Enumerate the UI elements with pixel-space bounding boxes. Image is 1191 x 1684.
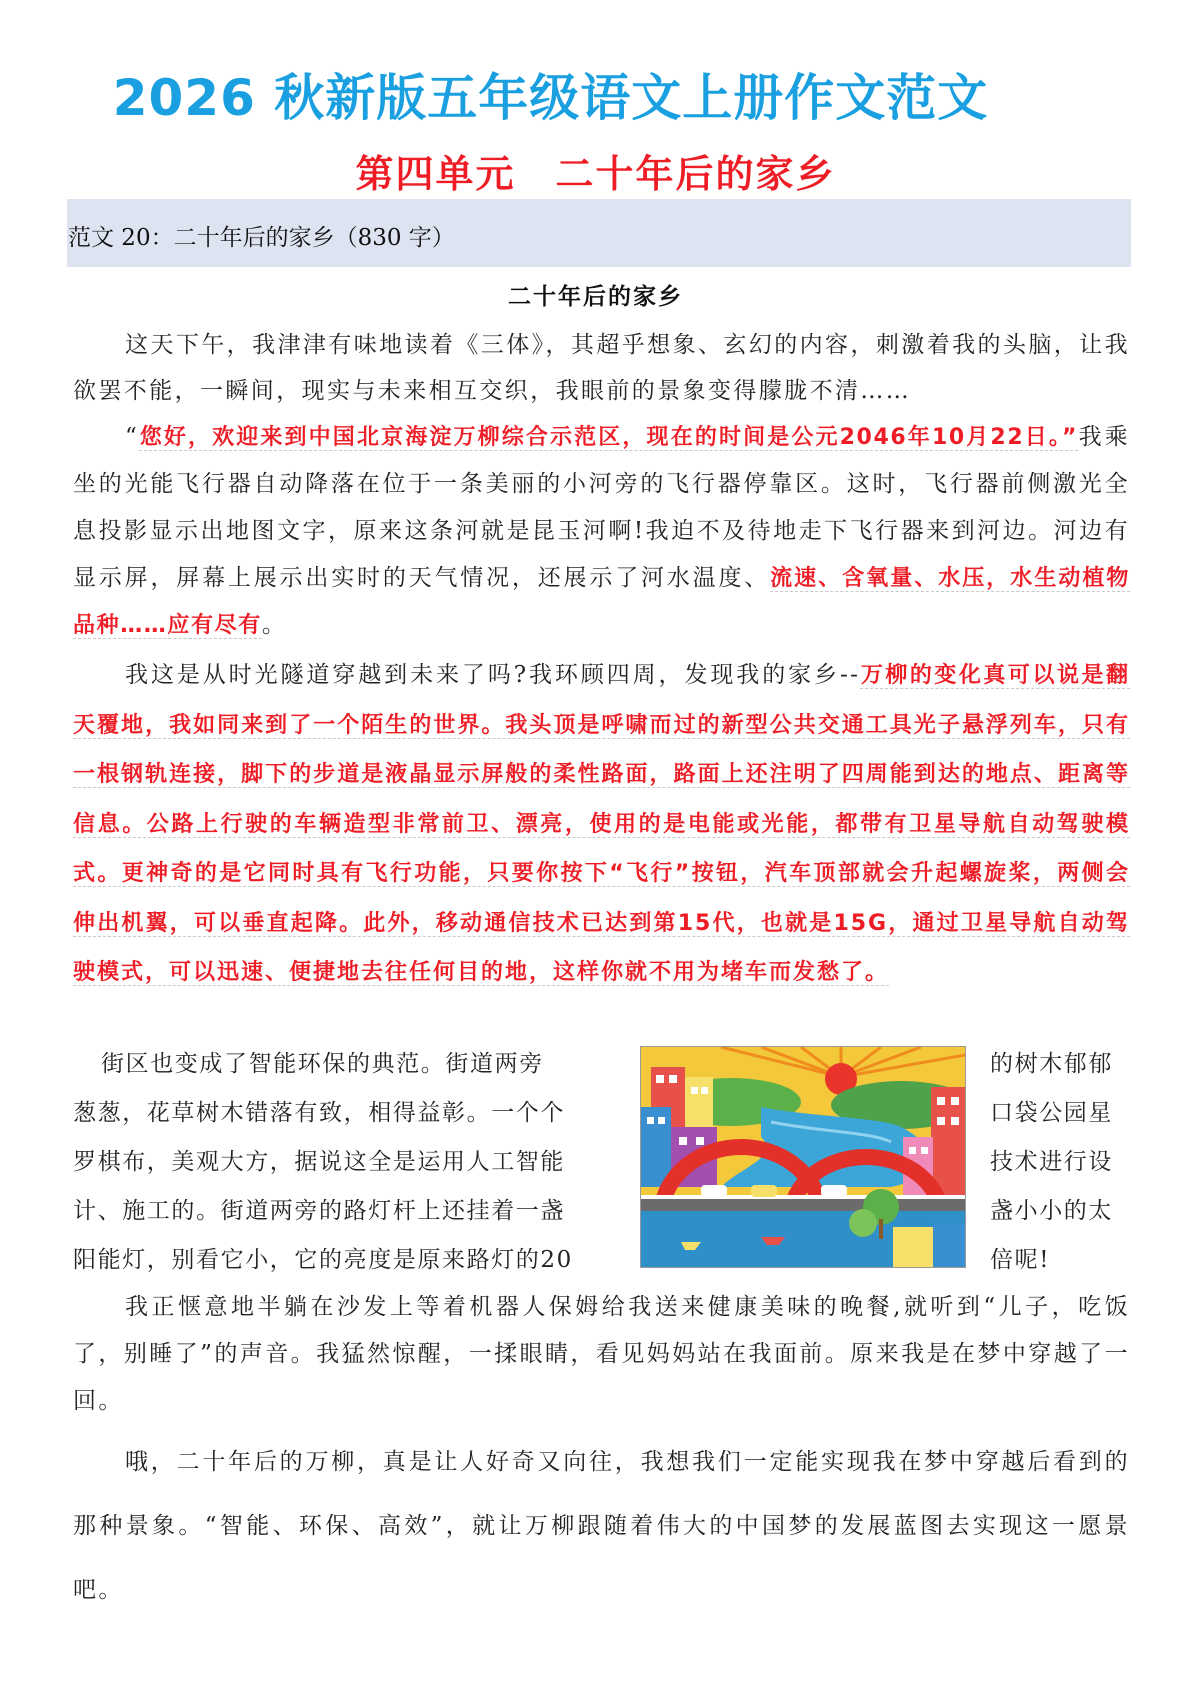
unit-title: 第四单元 二十年后的家乡 — [355, 152, 836, 196]
p4-line-left: 街区也变成了智能环保的典范。街道两旁 — [101, 1051, 544, 1077]
paragraph-3-start: 我这是从时光隧道穿越到未来了吗?我环顾四周，发现我的家乡-- — [125, 662, 861, 688]
p4-line-right: 的树木郁郁 — [990, 1051, 1113, 1077]
p4-line-right: 盏小小的太 — [990, 1198, 1113, 1224]
p4-line-right: 技术进行设 — [990, 1149, 1113, 1175]
p4-line-left: 阳能灯，别看它小，它的亮度是原来路灯的20 — [73, 1247, 573, 1273]
essay-title: 二十年后的家乡 — [508, 283, 683, 310]
essay-label: 范文 20：二十年后的家乡（830 字） — [68, 225, 455, 251]
p4-line-right: 口袋公园星 — [990, 1100, 1113, 1126]
hometown-illustration — [640, 1046, 966, 1268]
p4-line-right: 倍呢! — [990, 1247, 1051, 1273]
paragraph-1: 这天下午，我津津有味地读着《三体》，其超乎想象、玄幻的内容，刺激着我的头脑，让我欲罢不能，一瞬间，现实与未来相互交织，我眼前的景象变得朦胧不清…… — [73, 332, 1130, 404]
paragraph-2 — [73, 414, 1130, 649]
paragraph-2-body: 我乘坐的光能飞行器自动降落在位于一条美丽的小河旁的飞行器停靠区。这时，飞行器前侧激光全息投影显示出地图文字，原来这条河就是昆玉河啊!我迫不及待地走下飞行器来到河边。河边有显示屏，屏幕上展示出实时的天气情况，还展示了河水温度、 — [73, 424, 1130, 591]
paragraph-3 — [73, 651, 1130, 998]
red-highlight-text: 流速、含氧量、水压，水生动植物品种……应有尽有 — [73, 566, 1130, 638]
hometown-illustration-drawing — [641, 1047, 965, 1267]
paragraph-4-right-column — [990, 1040, 1140, 1285]
p4-line-left: 计、施工的。街道两旁的路灯杆上还挂着一盏 — [73, 1198, 565, 1224]
paragraph-4-left-column — [73, 1040, 631, 1285]
paragraph-5: 我正惬意地半躺在沙发上等着机器人保姆给我送来健康美味的晚餐,就听到“儿子，吃饭了，别睡了”的声音。我猛然惊醒，一揉眼睛，看见妈妈站在我面前。原来我是在梦中穿越了一回。 — [73, 1294, 1130, 1414]
paragraph-6: 哦，二十年后的万柳，真是让人好奇又向往，我想我们一定能实现我在梦中穿越后看到的那种景象。“智能、环保、高效”，就让万柳跟随着伟大的中国梦的发展蓝图去实现这一愿景吧。 — [73, 1449, 1130, 1603]
p4-line-left: 罗棋布，美观大方，据说这全是运用人工智能 — [73, 1149, 565, 1175]
red-highlight-text: 万柳的变化真可以说是翻天覆地，我如同来到了一个陌生的世界。我头顶是呼啸而过的新型公共交通工具光子悬浮列车，只有一根钢轨连接，脚下的步道是液晶显示屏般的柔性路面，路面上还注明了四周能到达的地点、距离等信息。公路上行驶的车辆造型非常前卫、漂亮，使用的是电能或光能，都带有卫星导航自动驾驶模式。更神奇的是它同时具有飞行功能，只要你按下“飞行”按钮，汽车顶部就会升起螺旋桨，两侧会伸出机翼，可以垂直起降。此外，移动通信技术已达到第15代，也就是15G，通过卫星导航自动驾驶模式，可以迅速、便捷地去往任何目的地，这样你就不用为堵车而发愁了。 — [73, 663, 1130, 985]
red-quote-text: 您好，欢迎来到中国北京海淀万柳综合示范区，现在的时间是公元2046年10月22日。” — [139, 425, 1079, 450]
p4-line-left: 葱葱，花草树木错落有致，相得益彰。一个个 — [73, 1100, 565, 1126]
open-quote: “ — [125, 424, 140, 450]
page-title: 2026 秋新版五年级语文上册作文范文 — [112, 69, 989, 127]
paragraph-2-end: 。 — [261, 612, 288, 638]
